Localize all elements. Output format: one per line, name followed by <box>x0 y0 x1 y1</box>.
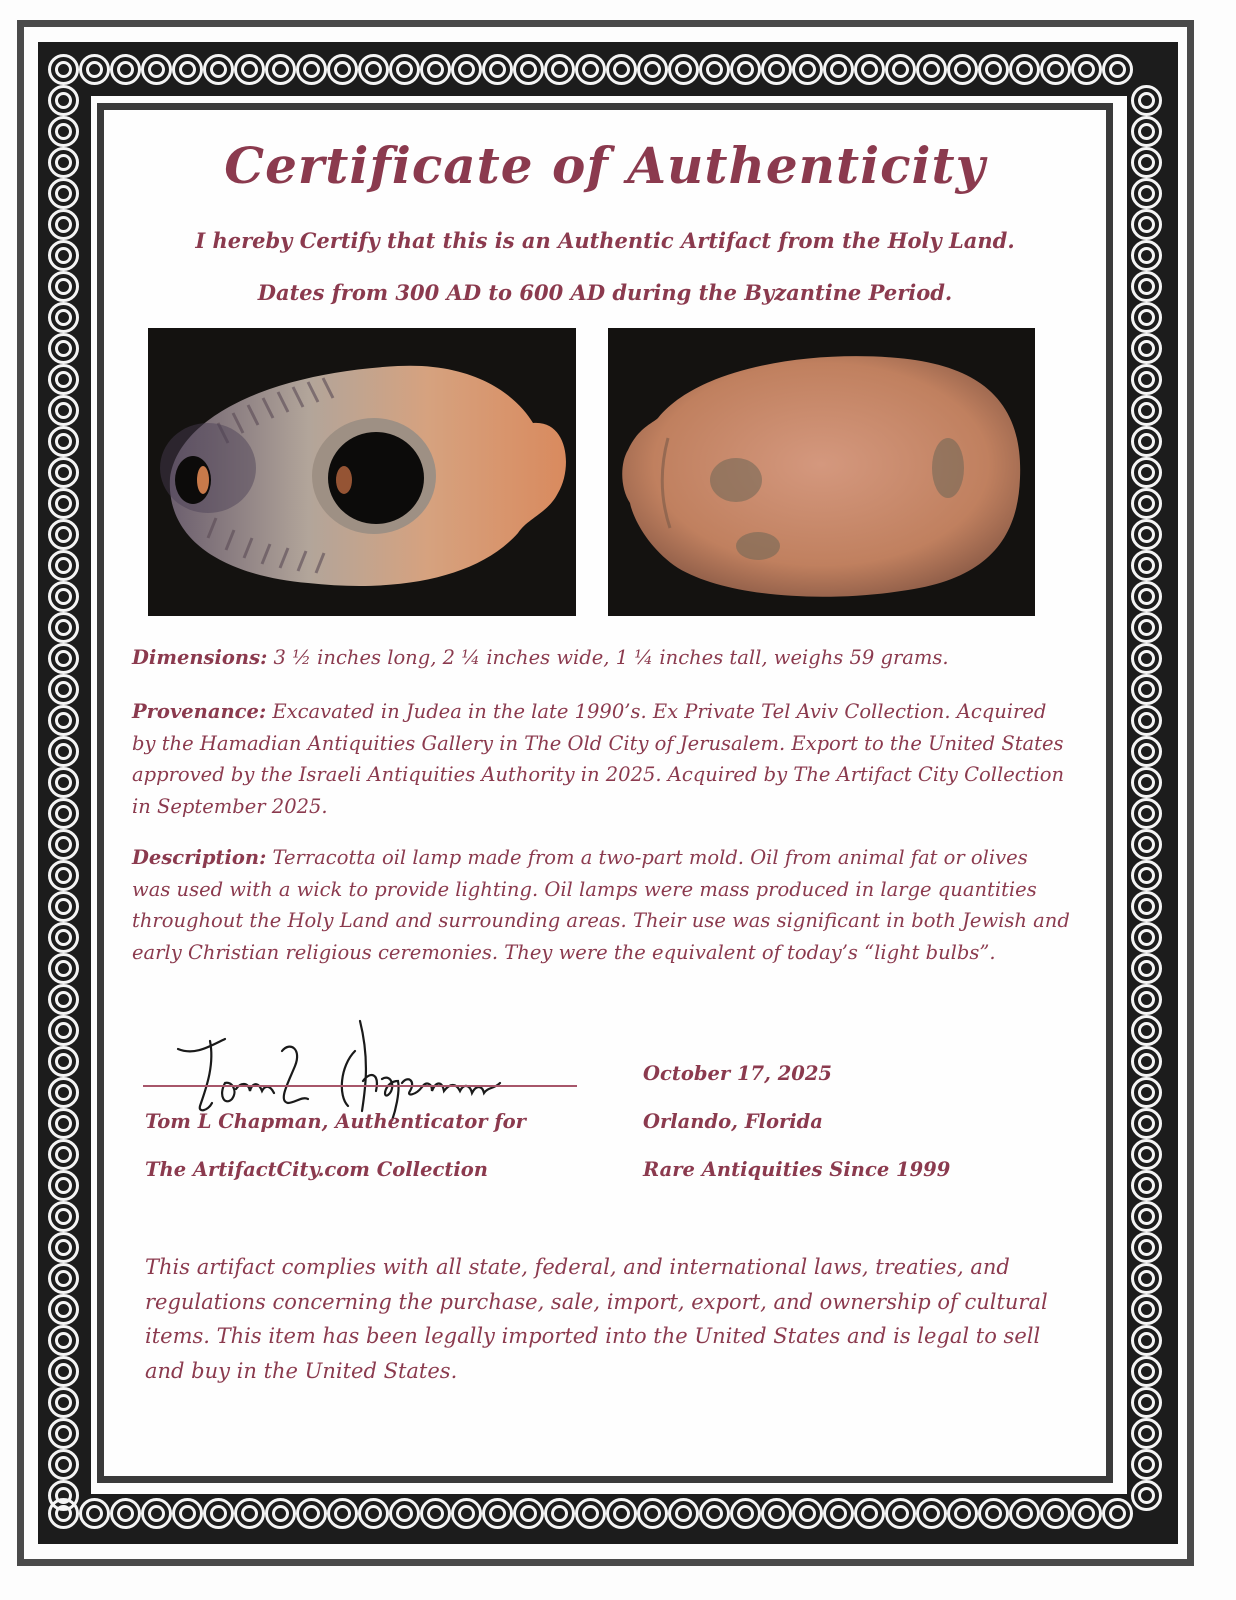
border-ring-icon <box>1009 54 1040 85</box>
border-ring-icon <box>48 1046 79 1077</box>
border-ring-icon <box>575 1498 606 1529</box>
border-ring-icon <box>451 1498 482 1529</box>
border-ring-icon <box>48 1325 79 1356</box>
border-ring-icon <box>730 54 761 85</box>
border-ring-icon <box>668 1498 699 1529</box>
artifact-photo-bottom <box>608 328 1035 616</box>
border-ring-icon <box>48 550 79 581</box>
border-ring-icon <box>48 147 79 178</box>
dimensions-label: Dimensions: <box>132 646 268 669</box>
border-ring-icon <box>327 1498 358 1529</box>
border-ring-icon <box>48 860 79 891</box>
border-ring-icon <box>1131 488 1162 519</box>
border-ring-icon <box>234 1498 265 1529</box>
border-ring-icon <box>48 922 79 953</box>
description-label: Description: <box>132 846 267 869</box>
border-ring-icon <box>1131 674 1162 705</box>
border-ring-icon <box>48 1170 79 1201</box>
border-circles-top <box>48 54 1133 85</box>
border-ring-icon <box>48 178 79 209</box>
border-ring-icon <box>203 1498 234 1529</box>
border-ring-icon <box>1131 519 1162 550</box>
description-section <box>132 842 1072 968</box>
border-ring-icon <box>1131 333 1162 364</box>
border-ring-icon <box>885 54 916 85</box>
border-ring-icon <box>48 705 79 736</box>
company-tagline: Rare Antiquities Since 1999 <box>643 1158 951 1181</box>
border-ring-icon <box>792 1498 823 1529</box>
border-ring-icon <box>637 54 668 85</box>
border-ring-icon <box>885 1498 916 1529</box>
border-ring-icon <box>48 798 79 829</box>
border-ring-icon <box>1131 860 1162 891</box>
dimensions-text: 3 ½ inches long, 2 ¼ inches wide, 1 ¼ inches tall, weighs 59 grams. <box>267 646 949 669</box>
border-ring-icon <box>823 54 854 85</box>
signature-line <box>143 1085 577 1087</box>
dimensions-section <box>132 642 1072 674</box>
border-ring-icon <box>1102 1498 1133 1529</box>
border-ring-icon <box>1131 1418 1162 1449</box>
border-ring-icon <box>141 1498 172 1529</box>
border-ring-icon <box>1131 953 1162 984</box>
border-ring-icon <box>1131 364 1162 395</box>
artifact-photo-top <box>148 328 576 616</box>
signature-image <box>170 1011 570 1121</box>
border-ring-icon <box>48 1139 79 1170</box>
border-ring-icon <box>48 1201 79 1232</box>
border-ring-icon <box>1131 1201 1162 1232</box>
border-ring-icon <box>79 54 110 85</box>
border-ring-icon <box>1131 1170 1162 1201</box>
border-ring-icon <box>358 1498 389 1529</box>
authenticator-organization: The ArtifactCity.com Collection <box>145 1158 488 1181</box>
oil-lamp-bottom-image <box>608 328 1035 616</box>
border-ring-icon <box>1131 1325 1162 1356</box>
border-ring-icon <box>1131 395 1162 426</box>
border-ring-icon <box>389 1498 420 1529</box>
border-circles-right <box>1131 85 1162 1511</box>
border-ring-icon <box>79 1498 110 1529</box>
border-ring-icon <box>699 1498 730 1529</box>
border-ring-icon <box>637 1498 668 1529</box>
border-ring-icon <box>48 829 79 860</box>
border-ring-icon <box>761 54 792 85</box>
border-ring-icon <box>1131 643 1162 674</box>
border-ring-icon <box>48 54 79 85</box>
border-ring-icon <box>48 1356 79 1387</box>
border-ring-icon <box>48 1418 79 1449</box>
border-ring-icon <box>482 54 513 85</box>
border-ring-icon <box>48 302 79 333</box>
certificate-location: Orlando, Florida <box>643 1110 823 1133</box>
border-ring-icon <box>1131 1480 1162 1511</box>
border-ring-icon <box>792 54 823 85</box>
border-ring-icon <box>1131 457 1162 488</box>
border-ring-icon <box>48 674 79 705</box>
border-ring-icon <box>48 1015 79 1046</box>
border-ring-icon <box>1131 1387 1162 1418</box>
border-ring-icon <box>1131 240 1162 271</box>
provenance-section <box>132 696 1072 822</box>
border-ring-icon <box>1131 178 1162 209</box>
border-ring-icon <box>48 581 79 612</box>
border-ring-icon <box>1131 1232 1162 1263</box>
certificate-date: October 17, 2025 <box>643 1062 832 1085</box>
border-ring-icon <box>1131 1015 1162 1046</box>
border-ring-icon <box>1131 1077 1162 1108</box>
border-ring-icon <box>48 395 79 426</box>
border-ring-icon <box>1131 1046 1162 1077</box>
border-ring-icon <box>1131 426 1162 457</box>
border-ring-icon <box>420 1498 451 1529</box>
border-ring-icon <box>48 457 79 488</box>
border-ring-icon <box>172 1498 203 1529</box>
border-ring-icon <box>48 643 79 674</box>
border-ring-icon <box>854 1498 885 1529</box>
border-ring-icon <box>265 54 296 85</box>
border-ring-icon <box>48 1449 79 1480</box>
border-ring-icon <box>389 54 420 85</box>
border-ring-icon <box>947 54 978 85</box>
border-ring-icon <box>1131 581 1162 612</box>
border-ring-icon <box>48 953 79 984</box>
border-ring-icon <box>1009 1498 1040 1529</box>
border-ring-icon <box>1040 1498 1071 1529</box>
border-ring-icon <box>110 54 141 85</box>
border-ring-icon <box>1071 54 1102 85</box>
border-ring-icon <box>48 426 79 457</box>
provenance-label: Provenance: <box>132 700 267 723</box>
border-ring-icon <box>575 54 606 85</box>
border-ring-icon <box>482 1498 513 1529</box>
border-ring-icon <box>48 271 79 302</box>
border-ring-icon <box>854 54 885 85</box>
border-ring-icon <box>1131 984 1162 1015</box>
certification-statement: I hereby Certify that this is an Authentic Artifact from the Holy Land. <box>195 228 1015 253</box>
border-ring-icon <box>48 1077 79 1108</box>
border-ring-icon <box>1131 891 1162 922</box>
legal-compliance-statement: This artifact complies with all state, federal, and international laws, treaties, and regulations concerning the purchase, sale, import, export, and ownership of cultural items. This item has been legally imported into the United States and is legal to sell and buy in the United States. <box>145 1255 1048 1383</box>
certificate-body <box>110 116 1100 1470</box>
border-ring-icon <box>606 54 637 85</box>
border-ring-icon <box>48 736 79 767</box>
border-ring-icon <box>48 240 79 271</box>
border-ring-icon <box>978 54 1009 85</box>
border-ring-icon <box>1131 85 1162 116</box>
border-ring-icon <box>358 54 389 85</box>
border-ring-icon <box>234 54 265 85</box>
border-ring-icon <box>1071 1498 1102 1529</box>
border-ring-icon <box>761 1498 792 1529</box>
border-ring-icon <box>916 54 947 85</box>
border-ring-icon <box>730 1498 761 1529</box>
border-ring-icon <box>544 1498 575 1529</box>
border-ring-icon <box>544 54 575 85</box>
border-ring-icon <box>1131 302 1162 333</box>
border-ring-icon <box>513 54 544 85</box>
border-ring-icon <box>1131 271 1162 302</box>
border-ring-icon <box>1131 1263 1162 1294</box>
border-ring-icon <box>916 1498 947 1529</box>
border-ring-icon <box>451 54 482 85</box>
border-ring-icon <box>327 54 358 85</box>
certificate-title: Certificate of Authenticity <box>224 136 986 195</box>
border-ring-icon <box>48 1480 79 1511</box>
border-ring-icon <box>48 1387 79 1418</box>
border-circles-left <box>48 85 79 1511</box>
border-ring-icon <box>606 1498 637 1529</box>
border-circles-bottom <box>48 1498 1133 1529</box>
border-ring-icon <box>48 1263 79 1294</box>
description-text: Terracotta oil lamp made from a two-part mold. Oil from animal fat or olives was used with a wick to provide lighting. Oil lamps were mass produced in large quantities throughout the Holy Land and surrounding areas. Their use was significant in both Jewish and early Christian religious ceremonies. They were the equivalent of today’s “light bulbs”. <box>132 846 1070 964</box>
border-ring-icon <box>1131 736 1162 767</box>
border-ring-icon <box>110 1498 141 1529</box>
border-ring-icon <box>141 54 172 85</box>
border-ring-icon <box>420 54 451 85</box>
border-ring-icon <box>1131 767 1162 798</box>
border-ring-icon <box>1131 147 1162 178</box>
border-ring-icon <box>48 1232 79 1263</box>
border-ring-icon <box>48 488 79 519</box>
provenance-text: Excavated in Judea in the late 1990’s. Ex Private Tel Aviv Collection. Acquired by the Hamadian Antiquities Gallery in The Old City of Jerusalem. Export to the United States approved by the Israeli Antiquities Authority in 2025. Acquired by The Artifact City Collection in September 2025. <box>132 700 1065 818</box>
border-ring-icon <box>823 1498 854 1529</box>
oil-lamp-top-image <box>148 328 576 616</box>
border-ring-icon <box>1131 1294 1162 1325</box>
border-ring-icon <box>947 1498 978 1529</box>
border-ring-icon <box>668 54 699 85</box>
border-ring-icon <box>48 984 79 1015</box>
border-ring-icon <box>978 1498 1009 1529</box>
border-ring-icon <box>1040 54 1071 85</box>
border-ring-icon <box>265 1498 296 1529</box>
border-ring-icon <box>48 891 79 922</box>
border-ring-icon <box>1102 54 1133 85</box>
border-ring-icon <box>203 54 234 85</box>
border-ring-icon <box>1131 209 1162 240</box>
border-ring-icon <box>48 1108 79 1139</box>
border-ring-icon <box>48 1294 79 1325</box>
border-ring-icon <box>1131 829 1162 860</box>
authenticator-name: Tom L Chapman, Authenticator for <box>145 1110 526 1133</box>
border-ring-icon <box>1131 798 1162 829</box>
border-ring-icon <box>1131 612 1162 643</box>
border-ring-icon <box>48 85 79 116</box>
border-ring-icon <box>1131 116 1162 147</box>
border-ring-icon <box>48 364 79 395</box>
border-ring-icon <box>1131 550 1162 581</box>
border-ring-icon <box>1131 1139 1162 1170</box>
border-ring-icon <box>48 767 79 798</box>
border-ring-icon <box>296 54 327 85</box>
border-ring-icon <box>1131 1449 1162 1480</box>
border-ring-icon <box>513 1498 544 1529</box>
border-ring-icon <box>48 333 79 364</box>
border-ring-icon <box>1131 1356 1162 1387</box>
border-ring-icon <box>48 519 79 550</box>
border-ring-icon <box>1131 922 1162 953</box>
border-ring-icon <box>48 209 79 240</box>
border-ring-icon <box>296 1498 327 1529</box>
border-ring-icon <box>699 54 730 85</box>
border-ring-icon <box>1131 1108 1162 1139</box>
border-ring-icon <box>1131 705 1162 736</box>
dating-statement: Dates from 300 AD to 600 AD during the Byzantine Period. <box>257 280 953 305</box>
border-ring-icon <box>48 612 79 643</box>
border-ring-icon <box>172 54 203 85</box>
border-ring-icon <box>48 116 79 147</box>
